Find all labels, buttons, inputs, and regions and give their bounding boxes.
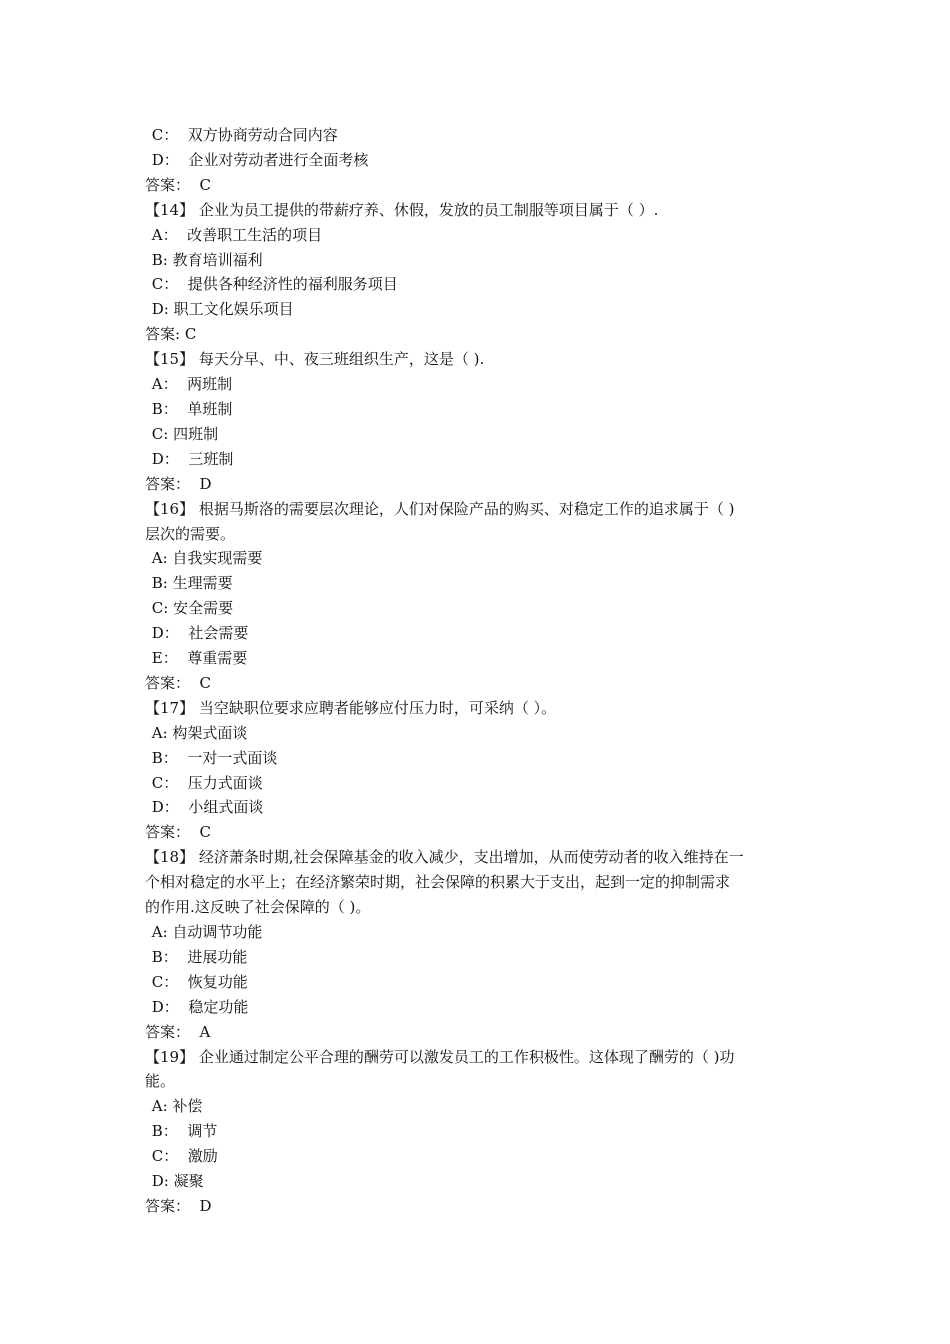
answer-line: 答案: C (145, 325, 197, 344)
option-line: D: 职工文化娱乐项目 (147, 300, 294, 319)
question-line: 个相对稳定的水平上；在经济繁荣时期，社会保障的积累大于支出，起到一定的抑制需求 (145, 873, 731, 892)
option-line: D： 企业对劳动者进行全面考核 (147, 150, 369, 169)
option-line: A: 自我实现需要 (147, 549, 263, 568)
option-line: A: 补偿 (147, 1097, 203, 1116)
question-line: 【14】 企业为员工提供的带薪疗养、休假，发放的员工制服等项目属于（ ）. (145, 200, 659, 219)
option-line: C： 压力式面谈 (147, 773, 263, 792)
option-line: C: 四班制 (147, 424, 219, 443)
question-line: 层次的需要。 (145, 524, 236, 543)
question-line: 【18】 经济萧条时期,社会保障基金的收入减少，支出增加，从而使劳动者的收入维持在一 (145, 848, 744, 867)
question-line: 【15】 每天分早、中、夜三班组织生产，这是（ ). (145, 350, 485, 369)
answer-line: 答案： C (145, 673, 212, 692)
answer-line: 答案： C (145, 175, 212, 194)
option-line: B： 调节 (147, 1122, 218, 1141)
option-line: D： 小组式面谈 (147, 798, 264, 817)
option-line: D: 凝聚 (147, 1172, 204, 1191)
question-line: 的作用.这反映了社会保障的（ )。 (145, 898, 371, 917)
answer-line: 答案： D (145, 1196, 212, 1215)
option-line: C： 提供各种经济性的福利服务项目 (147, 275, 398, 294)
option-line: A: 自动调节功能 (147, 923, 263, 941)
option-line: B： 单班制 (147, 399, 233, 418)
option-line: B: 生理需要 (147, 574, 233, 593)
option-line: C： 恢复功能 (147, 972, 248, 991)
document-page (145, 123, 815, 1219)
question-line: 【19】 企业通过制定公平合理的酬劳可以激发员工的工作积极性。这体现了酬劳的（ )功 (145, 1047, 735, 1066)
option-line: B： 一对一式面谈 (147, 748, 278, 767)
option-line: A： 两班制 (147, 375, 233, 394)
option-line: C： 双方协商劳动合同内容 (147, 126, 338, 144)
option-line: E： 尊重需要 (147, 649, 248, 668)
answer-line: 答案： D (145, 474, 212, 493)
question-line: 【16】 根据马斯洛的需要层次理论，人们对保险产品的购买、对稳定工作的追求属于（ ) (145, 499, 735, 518)
option-line: D： 三班制 (147, 449, 234, 468)
option-line: B: 教育培训福利 (147, 250, 263, 269)
option-line: D： 稳定功能 (147, 997, 249, 1016)
option-line: D： 社会需要 (147, 624, 249, 643)
answer-line: 答案： C (145, 823, 212, 842)
option-line: C： 激励 (147, 1147, 218, 1166)
option-line: A： 改善职工生活的项目 (147, 225, 323, 244)
option-line: C: 安全需要 (147, 599, 234, 618)
question-line: 【17】 当空缺职位要求应聘者能够应付压力时，可采纳（ ）。 (145, 698, 557, 717)
option-line: B： 进展功能 (147, 947, 248, 966)
answer-line: 答案： A (145, 1022, 211, 1041)
option-line: A: 构架式面谈 (147, 723, 248, 742)
question-line: 能。 (145, 1072, 176, 1091)
